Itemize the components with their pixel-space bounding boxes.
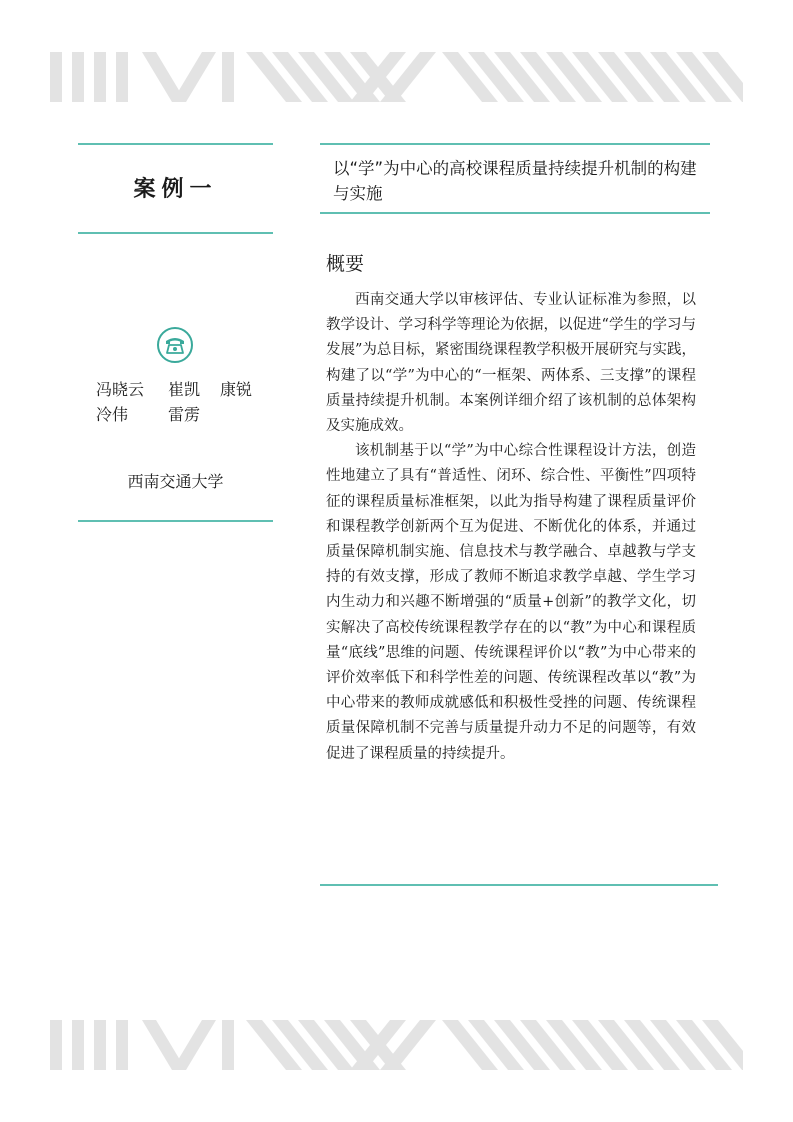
institution-name: 西南交通大学 <box>127 472 224 491</box>
bottom-decorative-band <box>50 1020 743 1070</box>
author-row <box>96 377 276 402</box>
abstract-paragraph: 该机制基于以“学”为中心综合性课程设计方法，创造性地建立了具有“普适性、闭环、综合性、平衡性”四项特征的课程质量标准框架，以此为指导构建了课程质量评价和课程教学创新两个互为促进、不断优化的体系，并通过质量保障机制实施、信息技术与教学融合、卓越教与学支持的有效支撑，形成了教师不断追求教学卓越、学生学习内生动力和兴趣不断增强的“质量+创新”的教学文化，切实解决了高校传统课程教学存在的以“教”为中心和课程质量“底线”思维的问题、传统课程评价以“教”为中心带来的评价效率低下和科学性差的问题、传统课程改革以“教”为中心带来的教师成就感低和积极性受挫的问题、传统课程质量保障机制不完善与质量提升动力不足的问题等，有效促进了课程质量的持续提升。 <box>326 443 696 762</box>
top-decorative-band <box>50 52 743 102</box>
author-name: 崔凯 <box>168 380 201 399</box>
author-name: 雷雳 <box>168 405 201 424</box>
section-heading: 概要 <box>326 253 365 275</box>
article-title: 以“学”为中心的高校课程质量持续提升机制的构建与实施 <box>333 159 697 203</box>
author-name: 冷伟 <box>96 405 129 424</box>
author-row <box>96 402 276 427</box>
author-name <box>220 402 276 427</box>
author-name: 康锐 <box>220 380 253 399</box>
sidebar-top-rule <box>78 143 273 145</box>
sidebar-title-rule <box>78 232 273 234</box>
title-top-rule <box>320 143 710 145</box>
article-bottom-rule <box>320 884 718 886</box>
case-label: 案例一 <box>133 176 218 202</box>
telephone-icon <box>156 326 194 364</box>
abstract-body <box>326 288 696 767</box>
sidebar-bottom-rule <box>78 520 273 522</box>
author-list <box>96 377 276 427</box>
abstract-paragraph: 西南交通大学以审核评估、专业认证标准为参照，以教学设计、学习科学等理论为依据，以促进“学生的学习与发展”为总目标，紧密围绕课程教学积极开展研究与实践，构建了以“学”为中心的“一框架、两体系、三支撑”的课程质量持续提升机制。本案例详细介绍了该机制的总体架构及实施成效。 <box>326 292 696 435</box>
author-name: 冯晓云 <box>96 380 145 399</box>
title-bottom-rule <box>320 212 710 214</box>
